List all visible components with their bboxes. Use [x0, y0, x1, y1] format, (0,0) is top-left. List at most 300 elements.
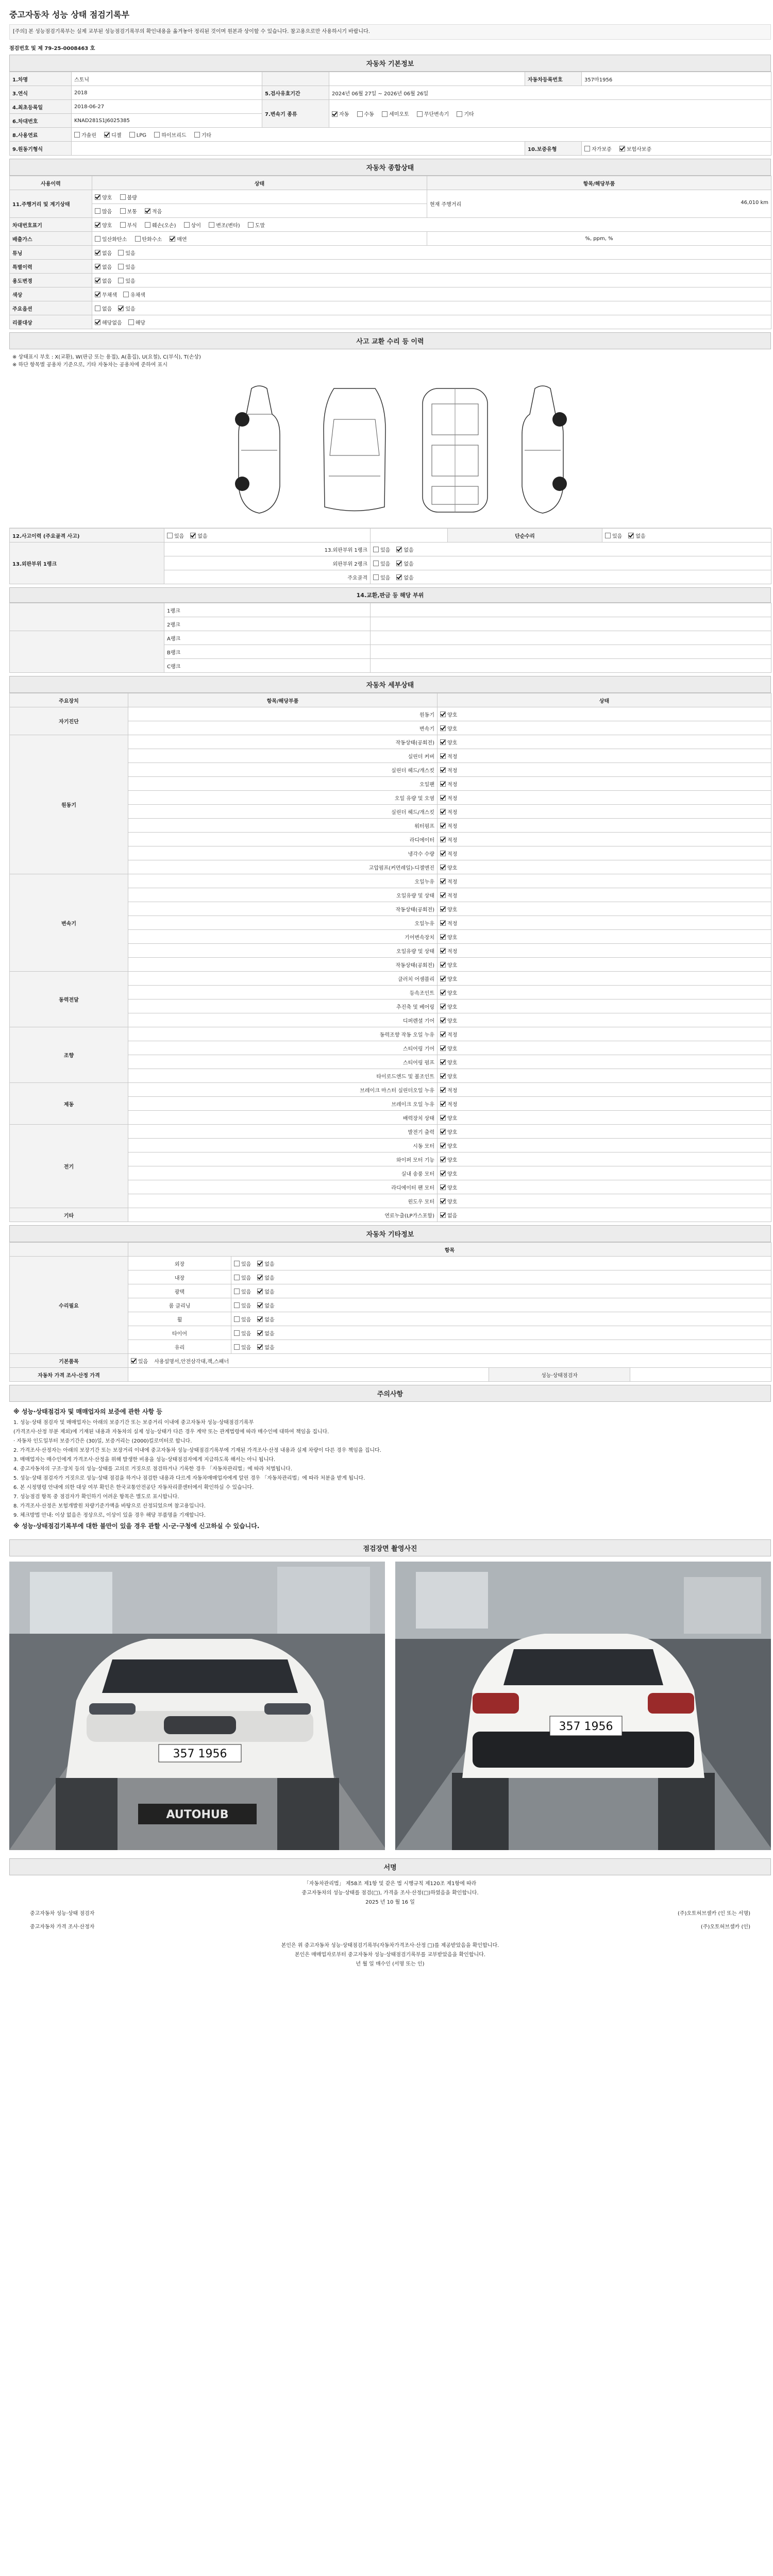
part-label: 동력조향 작동 오일 누유 — [128, 1027, 438, 1041]
item-label: 광택 — [128, 1284, 231, 1298]
checkbox-icon — [440, 906, 446, 912]
status-value: 적정 — [447, 921, 458, 927]
caution-line: (가격조사·산정 부분 제외)에 기재된 내용과 자동차의 실제 성능·상태가 다른 경우 계약 또는 관계법령에 따라 매수인에 대하여 책임을 집니다. — [13, 1429, 329, 1435]
part-status — [438, 930, 771, 944]
detail-status-table — [9, 693, 771, 1222]
part-label: 등속조인트 — [128, 986, 438, 999]
caution-line: · 자동차 인도일부터 보증기간은 (30)일, 보증거리는 (2000)킬로미터로 합니다. — [13, 1438, 192, 1444]
status-value: 양호 — [447, 1185, 458, 1191]
checkbox-option: LPG — [129, 132, 146, 139]
part-label: 실린더 헤드/개스킷 — [128, 805, 438, 819]
legend — [12, 353, 768, 369]
part-label: 브레이크 마스터 실린더오일 누유 — [128, 1083, 438, 1097]
table-row — [10, 86, 771, 100]
checkbox-icon — [194, 132, 200, 138]
item-label: 외장 — [128, 1257, 231, 1270]
part-status — [438, 916, 771, 930]
checkbox-icon — [440, 878, 446, 884]
rear-photo — [395, 1562, 771, 1850]
table-row — [10, 631, 771, 645]
checkbox-icon — [118, 264, 124, 269]
checkbox-icon — [440, 1212, 446, 1218]
grade-label: 2랭크 — [164, 617, 371, 631]
part-label: 작동상태(공회전) — [128, 735, 438, 749]
checkbox-icon — [145, 208, 150, 214]
checkbox-icon — [619, 146, 625, 151]
part-status — [438, 1055, 771, 1069]
checkbox-icon — [95, 250, 100, 256]
checkbox-icon — [95, 264, 100, 269]
checkbox-icon — [248, 222, 254, 228]
status-options: 양호 불량 — [92, 190, 427, 204]
checkbox-icon — [440, 1157, 446, 1162]
column-header: 상태 — [92, 176, 427, 190]
part-label: 디퍼렌셜 기어 — [128, 1013, 438, 1027]
caution-line: 1. 성능·상태 점검자 및 매매업자는 아래의 보증기간 또는 보증거리 이내에 중고자동차 성능·상태점검기록부 — [13, 1420, 254, 1426]
row-label: 특별이력 — [10, 260, 92, 274]
part-status — [438, 791, 771, 805]
cell-label: 10.보증유형 — [525, 142, 582, 156]
status-value: 적정 — [447, 1088, 458, 1094]
part-label: 워터펌프 — [128, 819, 438, 833]
checkbox-icon — [257, 1261, 263, 1266]
caution-line: 3. 매매업자는 매수인에게 가격조사·산정을 위해 발생한 비용을 성능·상태점검자에게 지급하도록 해서는 아니 됩니다. — [13, 1457, 276, 1463]
general-status-table — [9, 176, 771, 329]
checkbox-icon — [373, 547, 379, 552]
device-group-label: 전기 — [10, 1125, 128, 1208]
car-right-side-diagram — [514, 383, 571, 517]
status-value: 양호 — [447, 1004, 458, 1010]
part-label: 실린더 헤드/개스킷 — [128, 763, 438, 777]
checkbox-option: 세미오토 — [382, 110, 409, 117]
grade-label: B랭크 — [164, 645, 371, 659]
checkbox-icon — [440, 739, 446, 745]
row-label: 성능·상태점검자 — [489, 1368, 630, 1382]
row-label: 11.주행거리 및 계기상태 — [10, 190, 92, 218]
checkbox-option: 보험사보증 — [619, 145, 651, 152]
caution-header: ※ 성능·상태점검자 및 매매업자의 보증에 관한 사항 등 — [13, 1408, 162, 1415]
section-general-status: 자동차 종합상태 — [9, 159, 771, 176]
part-label: 발전기 출력 — [128, 1125, 438, 1139]
section-accident-history: 사고 교환 수리 등 이력 — [9, 332, 771, 349]
table-row: 튜닝 없음 있음 — [10, 246, 771, 260]
part-label: 오일유량 및 상태 — [128, 888, 438, 902]
table-row: 광택 있음 없음 — [10, 1284, 771, 1298]
part-status — [438, 1180, 771, 1194]
cell-label: 1.차명 — [10, 72, 72, 86]
row-label — [10, 603, 164, 631]
checkbox-icon — [440, 1129, 446, 1134]
checkbox-icon — [234, 1275, 240, 1280]
checkbox-icon — [440, 1143, 446, 1148]
status-value: 적정 — [447, 809, 458, 816]
checkbox-option: 자동 — [332, 110, 349, 117]
checkbox-option: 하이브리드 — [154, 131, 186, 139]
checkbox-icon — [440, 1101, 446, 1107]
checkbox-icon — [234, 1289, 240, 1294]
table-row — [10, 1368, 771, 1382]
row-sublabel: 13.외판부위 1랭크 — [164, 543, 371, 556]
part-label: 라디에이터 — [128, 833, 438, 846]
reg-suffix: 호 — [90, 46, 95, 52]
checkbox-icon — [440, 865, 446, 870]
checkbox-icon — [396, 561, 402, 566]
section-photos: 점검장면 촬영사진 — [9, 1539, 771, 1556]
other-info-table — [9, 1242, 771, 1382]
car-front-top-diagram — [318, 383, 391, 517]
checkbox-icon — [131, 1358, 137, 1364]
checkbox-icon — [605, 533, 611, 538]
table-row: 용도변경 없음 있음 — [10, 274, 771, 287]
part-label: 원동기 — [128, 707, 438, 721]
column-header: 항목 — [128, 1243, 771, 1257]
mileage-value: 46,010 km — [741, 200, 769, 206]
table-row — [10, 232, 771, 246]
status-options: 양호 부식 훼손(오손) 상이 변조(변타) 도말 — [92, 218, 771, 232]
table-row — [10, 972, 771, 986]
signature-line: 년 월 일 매수인 (서명 또는 인) — [356, 1961, 425, 1967]
status-value: 적정 — [447, 893, 458, 899]
checkbox-icon — [95, 222, 100, 228]
part-label: 실린더 커버 — [128, 749, 438, 763]
signature-line: 본인은 위 중고자동차 성능·상태점검기록부(자동차가격조사·산정 □)를 제공받았음을 확인합니다. — [281, 1943, 499, 1948]
checkbox-icon — [234, 1302, 240, 1308]
part-label: 추진축 및 베어링 — [128, 999, 438, 1013]
status-value: 양호 — [447, 990, 458, 996]
part-label: 작동상태(공회전) — [128, 902, 438, 916]
part-label: 와이퍼 모터 기능 — [128, 1153, 438, 1166]
checkbox-icon — [257, 1344, 263, 1350]
part-label: 기어변속장치 — [128, 930, 438, 944]
caution-line: 2. 가격조사·산정자는 아래의 보장기간 또는 보장거리 이내에 중고자동차 성능·상태점검기록부에 기재된 가격조사·산정 내용과 실제 차량이 다른 경우 책임을 집니다. — [13, 1448, 381, 1453]
caution-notes — [9, 1402, 771, 1536]
table-header-row — [10, 176, 771, 190]
table-row: 12.사고이력 (주요골격 사고) 있음 없음 단순수리 있음 없음 — [10, 529, 771, 543]
item-label: 타이어 — [128, 1326, 231, 1340]
checkbox-icon — [440, 781, 446, 787]
cell-label: 6.차대번호 — [10, 114, 72, 128]
section-basic-info: 자동차 기본정보 — [9, 55, 771, 72]
car-front-photo-illustration — [9, 1562, 385, 1850]
warranty-options — [582, 142, 771, 156]
part-label: 오일누유 — [128, 916, 438, 930]
signature-line: 「자동차관리법」 제58조 제1항 및 같은 법 시행규칙 제120조 제1항에 따라 — [304, 1881, 477, 1887]
checkbox-icon — [128, 319, 134, 325]
status-value: 적정 — [447, 754, 458, 760]
part-label: 오일유량 및 상태 — [128, 944, 438, 958]
table-row — [10, 142, 771, 156]
status-value: 양호 — [447, 1046, 458, 1052]
row-label: 용도변경 — [10, 274, 92, 287]
checkbox-icon — [95, 319, 100, 325]
checkbox-icon — [440, 934, 446, 940]
status-options: 많음 보통 적음 — [92, 204, 427, 218]
checkbox-icon — [257, 1275, 263, 1280]
checkbox-icon — [154, 132, 160, 138]
caution-line: 6. 본 시정명령 안내에 의한 대상 여부 확인은 한국교통안전공단 자동차리콜센터에서 확인하실 수 있습니다. — [13, 1485, 254, 1490]
part-status — [438, 972, 771, 986]
checkbox-icon — [440, 1087, 446, 1093]
part-label: 클러치 어셈블리 — [128, 972, 438, 986]
status-value: 양호 — [447, 935, 458, 941]
checkbox-icon — [120, 208, 126, 214]
status-value: 적정 — [447, 795, 458, 802]
checkbox-icon — [234, 1261, 240, 1266]
signer-value: (주)오토허브셀카 (인) — [700, 1924, 750, 1930]
part-label: 연료누출(LP가스포함) — [128, 1208, 438, 1222]
row-label: 13.외판부위 1랭크 — [10, 543, 164, 584]
part-label: 배력장치 상태 — [128, 1111, 438, 1125]
checkbox-icon — [440, 920, 446, 926]
part-status — [438, 860, 771, 874]
part-label: 윈도우 모터 — [128, 1194, 438, 1208]
checkbox-icon — [440, 892, 446, 898]
part-status — [438, 721, 771, 735]
status-value: 양호 — [447, 865, 458, 871]
checkbox-icon — [257, 1289, 263, 1294]
checkbox-icon — [440, 753, 446, 759]
checkbox-icon — [332, 111, 338, 117]
item-label: 유리 — [128, 1340, 231, 1354]
cell-label: 8.사용연료 — [10, 128, 72, 142]
status-value: 양호 — [447, 1060, 458, 1066]
part-label: 실내 송풍 모터 — [128, 1166, 438, 1180]
column-header: 주요장치 — [10, 693, 128, 707]
table-row — [10, 218, 771, 232]
legend-line: ※ 하단 항목별 공용차 기준으로, 기타 자동차는 공용차에 준하여 표시 — [12, 362, 167, 368]
car-rear-top-diagram — [416, 383, 494, 517]
checkbox-icon — [440, 1198, 446, 1204]
reg-label: 점검번호 및 제 — [9, 46, 43, 52]
checkbox-icon — [396, 574, 402, 580]
table-row: 내장 있음 없음 — [10, 1270, 771, 1284]
notice-box: [주의] 본 성능점검기록부는 실제 교부된 성능점검기록부의 확인내용을 옮겨놓아 정리된 것이며 원본과 상이할 수 있습니다. 참고용으로만 사용하시기 바랍니다. — [9, 24, 771, 40]
checkbox-icon — [120, 222, 126, 228]
signer-value: (주)오토허브셀카 (인 또는 서명) — [677, 1911, 750, 1917]
part-status — [438, 986, 771, 999]
table-header-row — [10, 1243, 771, 1257]
section-signature: 서명 — [9, 1858, 771, 1875]
table-row: 특별이력 없음 있음 — [10, 260, 771, 274]
part-status — [438, 1139, 771, 1153]
checkbox-icon — [457, 111, 462, 117]
checkbox-icon — [396, 547, 402, 552]
part-status — [438, 1097, 771, 1111]
row-label: 튜닝 — [10, 246, 92, 260]
signer-label: 중고자동차 가격 조사·산정자 — [30, 1924, 95, 1930]
cell-value — [72, 142, 525, 156]
table-row — [10, 1125, 771, 1139]
checkbox-icon — [190, 533, 196, 538]
front-photo — [9, 1562, 385, 1850]
table-row: 룸 클리닝 있음 없음 — [10, 1298, 771, 1312]
part-status — [438, 805, 771, 819]
table-header-row — [10, 693, 771, 707]
table-row: 유리 있음 없음 — [10, 1340, 771, 1354]
checkbox-icon — [234, 1316, 240, 1322]
checkbox-option: 무단변속기 — [417, 110, 449, 117]
table-row — [10, 735, 771, 749]
checkbox-icon — [118, 306, 124, 311]
checkbox-icon — [145, 222, 150, 228]
table-row — [10, 603, 771, 617]
checkbox-icon — [120, 194, 126, 200]
part-status — [438, 999, 771, 1013]
garage-sign-text: AUTOHUB — [166, 1808, 229, 1821]
checkbox-icon — [440, 1031, 446, 1037]
section-exchange-parts: 14.교환,판금 등 해당 부위 — [9, 587, 771, 603]
section-caution: 주의사항 — [9, 1385, 771, 1402]
checkbox-icon — [440, 948, 446, 954]
checkbox-icon — [440, 1059, 446, 1065]
part-status — [438, 1208, 771, 1222]
checkbox-icon — [440, 725, 446, 731]
status-value: 양호 — [447, 712, 458, 718]
table-row — [10, 100, 771, 114]
part-status — [438, 846, 771, 860]
table-row: 외판부위 2랭크 있음 없음 — [10, 556, 771, 570]
checkbox-icon — [357, 111, 363, 117]
checkbox-icon — [440, 962, 446, 968]
checkbox-icon — [440, 851, 446, 856]
table-row: 주요골격 있음 없음 — [10, 570, 771, 584]
table-row — [10, 1027, 771, 1041]
device-group-label: 조향 — [10, 1027, 128, 1083]
part-label: 브레이크 오일 누유 — [128, 1097, 438, 1111]
table-row — [10, 190, 771, 204]
legend-line: ※ 상태표시 부호 : X(교환), W(판금 또는 용접), A(흠집), U(요철), C(부식), T(손상) — [12, 354, 201, 360]
section-other-info: 자동차 기타정보 — [9, 1225, 771, 1242]
status-value: 양호 — [447, 1074, 458, 1080]
part-label: 타이로드엔드 및 볼조인트 — [128, 1069, 438, 1083]
checkbox-icon — [234, 1344, 240, 1350]
part-label: 스티어링 펌프 — [128, 1055, 438, 1069]
group-label: 수리필요 — [10, 1257, 128, 1354]
checkbox-icon — [417, 111, 423, 117]
status-value: 양호 — [447, 1157, 458, 1163]
status-value: 양호 — [447, 740, 458, 746]
checkbox-icon — [170, 236, 175, 242]
status-value: 양호 — [447, 1129, 458, 1136]
document — [9, 5, 771, 1969]
cell-value — [329, 72, 525, 86]
column-header: 항목/해당부품 — [128, 693, 438, 707]
status-value: 양호 — [447, 1171, 458, 1177]
part-status — [438, 1041, 771, 1055]
cell-label: 9.원동기형식 — [10, 142, 72, 156]
checkbox-icon — [95, 236, 100, 242]
device-group-label: 원동기 — [10, 735, 128, 874]
checkbox-icon — [440, 795, 446, 801]
checkbox-icon — [440, 1171, 446, 1176]
part-status — [438, 1013, 771, 1027]
checkbox-icon — [628, 533, 634, 538]
cell-label: 7.변속기 종류 — [262, 100, 329, 128]
status-options: 일산화탄소 탄화수소 매연 — [92, 232, 427, 246]
part-status — [438, 735, 771, 749]
part-label: 고압펌프(커먼레일)-디젤엔진 — [128, 860, 438, 874]
device-group-label: 기타 — [10, 1208, 128, 1222]
checkbox-icon — [382, 111, 388, 117]
status-value: 없음 — [447, 1213, 458, 1219]
car-rear-photo-illustration — [395, 1562, 771, 1850]
caution-line: 4. 중고자동차의 구조·장치 등의 성능·상태를 고의로 거짓으로 점검하거나 기록한 경우 「자동차관리법」에 따라 처벌됩니다. — [13, 1466, 292, 1472]
status-value: 적정 — [447, 948, 458, 955]
grade-label: 1랭크 — [164, 603, 371, 617]
checkbox-icon — [257, 1330, 263, 1336]
basic-items-detail: 사용설명서,안전삼각대,잭,스패너 — [154, 1359, 229, 1365]
transmission-options — [329, 100, 771, 128]
checkbox-icon — [440, 809, 446, 815]
item-label: 휠 — [128, 1312, 231, 1326]
checkbox-icon — [257, 1302, 263, 1308]
signature-line: 본인은 매매업자로부터 중고자동차 성능·상태점검기록부를 교부받았음을 확인합니다. — [294, 1952, 485, 1958]
status-value: 양호 — [447, 1143, 458, 1149]
row-sublabel: 주요골격 — [164, 570, 371, 584]
cell-label: 5.검사유효기간 — [262, 86, 329, 100]
cell-value: 2024년 06월 27일 ~ 2026년 06월 26일 — [329, 86, 771, 100]
signer-label: 중고자동차 성능·상태 점검자 — [30, 1911, 95, 1917]
checkbox-icon — [118, 278, 124, 283]
status-value: 적정 — [447, 851, 458, 857]
status-value: 양호 — [447, 907, 458, 913]
checkbox-icon — [135, 236, 141, 242]
table-row — [10, 707, 771, 721]
checkbox-icon — [95, 278, 100, 283]
section-detail-status: 자동차 세부상태 — [9, 676, 771, 693]
inspection-photos — [9, 1556, 771, 1855]
checkbox-icon — [440, 1018, 446, 1023]
checkbox-icon — [373, 574, 379, 580]
row-label: 주요옵션 — [10, 301, 92, 315]
part-status — [438, 833, 771, 846]
table-row: 기본품목 있음 사용설명서,안전삼각대,잭,스패너 — [10, 1354, 771, 1368]
row-label: 차대번호표기 — [10, 218, 92, 232]
document-title: 중고자동차 성능 상태 점검기록부 — [9, 10, 130, 20]
registration-number — [9, 44, 771, 52]
checkbox-icon — [184, 222, 190, 228]
status-value: 양호 — [447, 962, 458, 969]
part-status — [438, 1125, 771, 1139]
checkbox-icon — [440, 711, 446, 717]
status-value: 양호 — [447, 726, 458, 732]
part-label: 라디에이터 팬 모터 — [128, 1180, 438, 1194]
checkbox-icon — [440, 1045, 446, 1051]
car-left-side-diagram — [231, 383, 288, 517]
cell-value: 2018 — [72, 86, 262, 100]
part-label: 오일누유 — [128, 874, 438, 888]
checkbox-icon — [440, 990, 446, 995]
status-value: 양호 — [447, 976, 458, 982]
cell-label: 자동차등록번호 — [525, 72, 582, 86]
row-label: 기본품목 — [10, 1354, 128, 1368]
part-status — [438, 1153, 771, 1166]
rear-plate-text: 357 1956 — [559, 1720, 613, 1733]
part-status — [438, 902, 771, 916]
part-label: 오일 유량 및 오염 — [128, 791, 438, 805]
caution-line: 8. 가격조사·산정은 보험개발원 차량기준가액을 바탕으로 산정되었으며 참고용입니다. — [13, 1503, 206, 1509]
part-status — [438, 1111, 771, 1125]
table-row: 리콜대상 해당없음 해당 — [10, 315, 771, 329]
row-label: 색상 — [10, 287, 92, 301]
part-label: 작동상태(공회전) — [128, 958, 438, 972]
checkbox-icon — [123, 292, 129, 297]
checkbox-icon — [440, 1004, 446, 1009]
device-group-label: 동력전달 — [10, 972, 128, 1027]
table-row — [10, 72, 771, 86]
status-value: 적정 — [447, 837, 458, 843]
row-label: 단순수리 — [448, 529, 602, 543]
